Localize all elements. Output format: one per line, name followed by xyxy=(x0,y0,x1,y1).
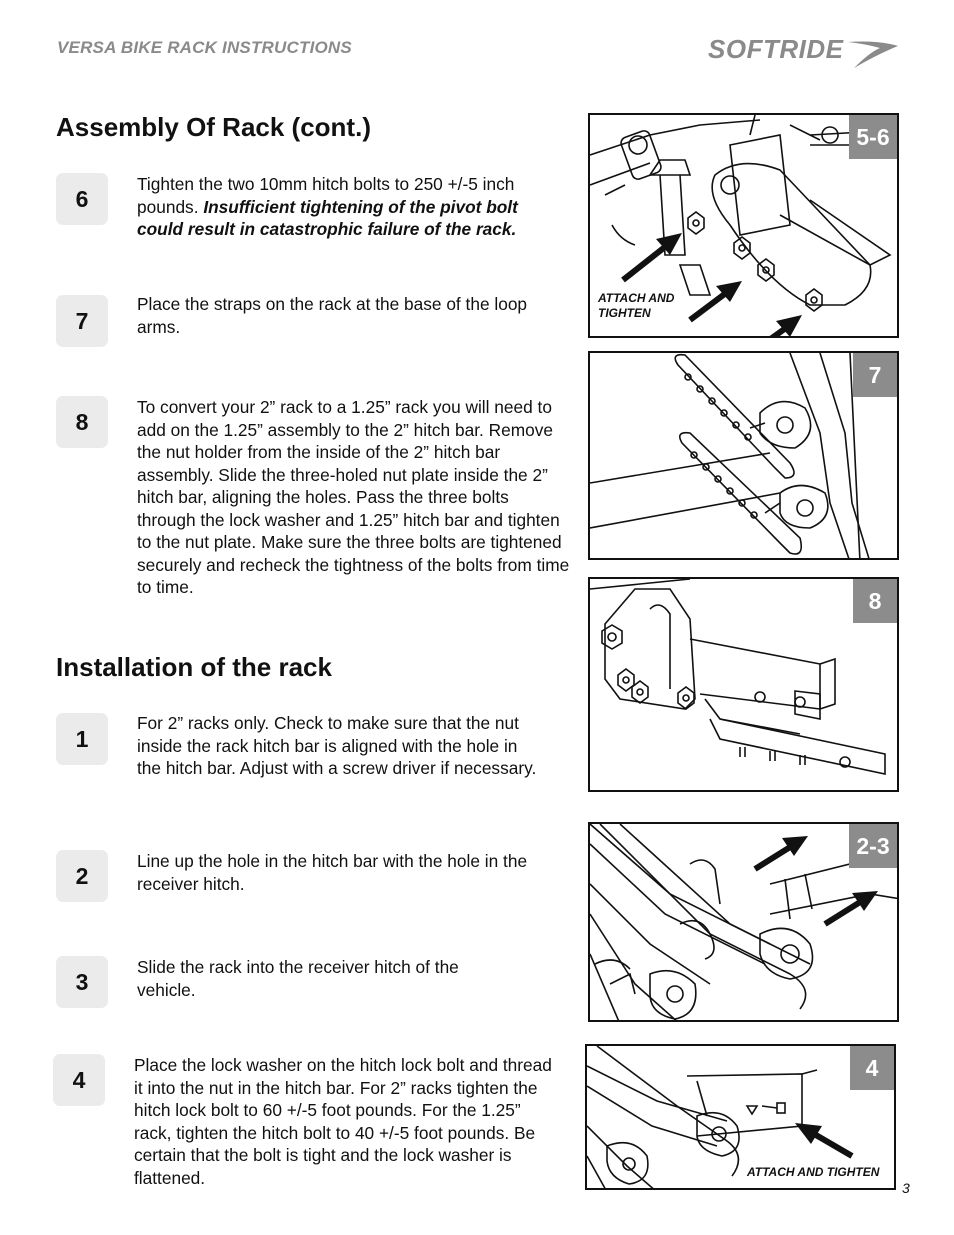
figure-caption-4: ATTACH AND TIGHTEN xyxy=(747,1165,880,1179)
figure-caption-5-6 xyxy=(598,291,674,321)
step-badge-4: 4 xyxy=(53,1054,105,1106)
installation-heading: Installation of the rack xyxy=(56,652,332,682)
figure-label-5-6: 5-6 xyxy=(849,115,897,159)
step-6-instruction: Tighten the two 10mm hitch bolts to 250 +/-5 inch pounds. xyxy=(137,174,515,217)
step-badge-7: 7 xyxy=(56,295,108,347)
figure-8 xyxy=(588,577,899,792)
figure-label-2-3: 2-3 xyxy=(849,824,897,868)
step-text-6 xyxy=(137,173,567,241)
figure-7 xyxy=(588,351,899,560)
step-text-4: Place the lock washer on the hitch lock bolt and thread it into the nut in the hitch bar. For 2” racks tighten the hitch lock bolt to 60 +/-5 foot pounds. For the 1.25” rack, tighten the hitch bolt to 40 +/-5 foot pounds. Be certain that the bolt is tight and the lock washer is flattened. xyxy=(134,1055,552,1188)
page-number: 3 xyxy=(902,1180,910,1196)
step-badge-6: 6 xyxy=(56,173,108,225)
figure-label-8: 8 xyxy=(853,579,897,623)
step-text-1: For 2” racks only. Check to make sure that the nut inside the rack hitch bar is aligned with the hole in the hitch bar. Adjust with a screw driver if necessary. xyxy=(137,713,537,778)
logo-text: SOFTRIDE xyxy=(708,34,844,64)
step-text-3: Slide the rack into the receiver hitch of the vehicle. xyxy=(137,957,459,1000)
figure-caption-line-1: ATTACH AND xyxy=(598,291,675,305)
document-header: VERSA BIKE RACK INSTRUCTIONS xyxy=(57,38,352,57)
figure-2-3 xyxy=(588,822,899,1022)
step-badge-8: 8 xyxy=(56,396,108,448)
step-text-8: To convert your 2” rack to a 1.25” rack you will need to add on the 1.25” assembly to the 2” hitch bar. Remove the nut holder from the inside of the 2” hitch bar assembly. Slide the three-holed nut plate inside the 2” hitch bar, aligning the holes. Pass the three bolts through the lock washer and 1.25” hitch bar and tighten to the nut plate. Make sure the three bolts are tightened securely and recheck the tightness of the bolts from time to time. xyxy=(137,397,570,597)
step-text-2: Line up the hole in the hitch bar with the hole in the receiver hitch. xyxy=(137,851,528,894)
figure-caption-line-2: TIGHTEN xyxy=(598,306,651,320)
figure-label-4: 4 xyxy=(850,1046,894,1090)
figure-4 xyxy=(585,1044,896,1190)
assembly-heading: Assembly Of Rack (cont.) xyxy=(56,112,371,142)
logo-swoosh-icon xyxy=(808,34,900,70)
step-badge-1: 1 xyxy=(56,713,108,765)
step-6-warning: Insufficient tightening of the pivot bolt could result in catastrophic failure of the rack. xyxy=(137,196,518,239)
step-text-7: Place the straps on the rack at the base of the loop arms. xyxy=(137,294,528,337)
softride-logo xyxy=(708,34,900,70)
figure-5-6 xyxy=(588,113,899,338)
figure-label-7: 7 xyxy=(853,353,897,397)
step-badge-3: 3 xyxy=(56,956,108,1008)
step-badge-2: 2 xyxy=(56,850,108,902)
